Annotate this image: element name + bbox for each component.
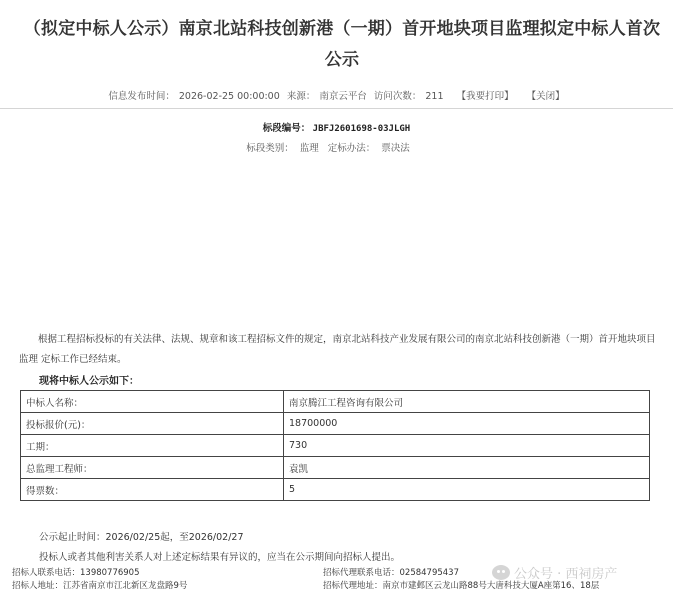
source-label: 来源： [286, 91, 316, 102]
publicity-period: 公示起止时间：2026/02/25起，至2026/02/27 [39, 532, 244, 543]
print-button[interactable]: 【我要打印】 [456, 91, 514, 102]
tenderer-phone: 招标人联系电话：13980776905 [12, 568, 140, 578]
bid-number: JBFJ2601698-03JLGH [312, 124, 411, 134]
table-row [21, 435, 650, 457]
table-row [21, 391, 650, 413]
bid-method-label: 定标办法： [327, 143, 376, 154]
views-count: 211 [425, 91, 444, 102]
wechat-icon [492, 565, 510, 580]
bid-type-line [0, 140, 656, 154]
row-key: 投标报价(元)： [21, 413, 284, 435]
objection-notice: 投标人或者其他利害关系人对上述定标结果有异议的，应当在公示期间向招标人提出。 [39, 552, 401, 563]
row-value: 18700000 [284, 413, 650, 435]
row-key: 中标人名称： [21, 391, 284, 413]
row-key: 总监理工程师： [21, 457, 284, 479]
row-value: 5 [284, 479, 650, 501]
row-value: 730 [284, 435, 650, 457]
page-title: （拟定中标人公示）南京北站科技创新港（一期）首开地块项目监理拟定中标人首次公示 [23, 19, 661, 70]
row-key: 得票数： [21, 479, 284, 501]
header-divider [0, 108, 673, 109]
row-key: 工期： [21, 435, 284, 457]
table-row [21, 413, 650, 435]
publish-time-label: 信息发布时间： [108, 91, 175, 102]
bid-type: 监理 [299, 143, 319, 154]
row-value: 袁凯 [284, 457, 650, 479]
bid-number-line [0, 120, 673, 134]
bid-method: 票决法 [381, 143, 410, 154]
info-meta-bar [0, 88, 673, 102]
close-button[interactable]: 【关闭】 [526, 91, 565, 102]
announcement-paragraph: 根据工程招标投标的有关法律、法规、规章和该工程招标文件的规定，南京北站科技产业发展有限公司的南京北站科技创新港（一期）首开地块项目 监理 定标工作已经结束。 [19, 334, 656, 365]
views-label: 访问次数： [373, 91, 422, 102]
watermark-text: 公众号 · 西祠房产 [514, 567, 618, 582]
bid-number-label: 标段编号： [262, 124, 311, 134]
source-value: 南京云平台 [319, 91, 367, 102]
agent-address: 招标代理地址：南京市建邺区云龙山路88号大唐科技大厦A座第16、18层 [323, 581, 600, 591]
table-row [21, 479, 650, 501]
award-table [20, 390, 650, 501]
bid-type-label: 标段类别： [246, 143, 294, 154]
publish-time: 2026-02-25 00:00:00 [178, 91, 280, 102]
agent-phone: 招标代理联系电话：02584795437 [323, 568, 459, 578]
watermark [492, 563, 617, 582]
table-row [21, 457, 650, 479]
winner-subhead: 现将中标人公示如下： [39, 376, 139, 387]
row-value: 南京腾江工程咨询有限公司 [284, 391, 650, 413]
tenderer-address: 招标人地址：江苏省南京市江北新区龙盘路9号 [12, 581, 188, 591]
